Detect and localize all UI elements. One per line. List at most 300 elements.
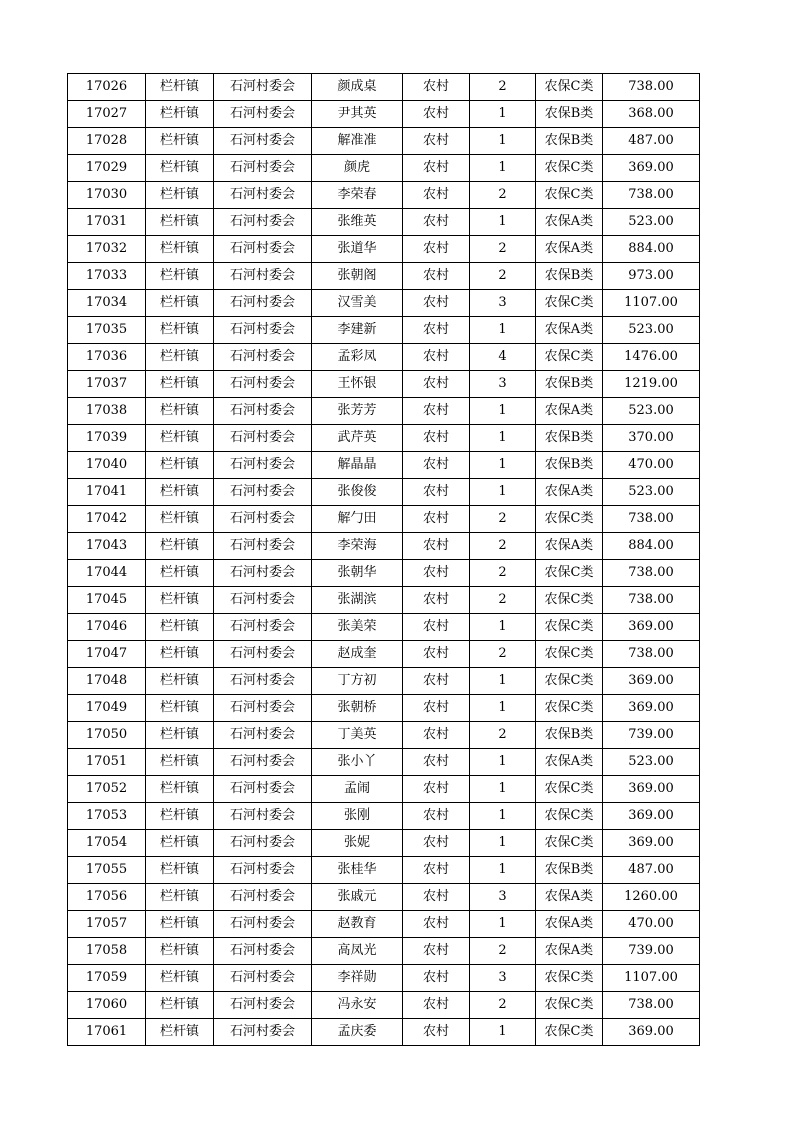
amount-cell: 369.00 [603, 155, 700, 182]
town-cell: 栏杆镇 [146, 614, 214, 641]
household-type-cell: 农村 [403, 452, 470, 479]
serial-number-cell: 17033 [68, 263, 146, 290]
village-committee-cell: 石河村委会 [214, 425, 312, 452]
serial-number-cell: 17053 [68, 803, 146, 830]
serial-number-cell: 17034 [68, 290, 146, 317]
table-row [68, 290, 700, 317]
serial-number-cell: 17032 [68, 236, 146, 263]
table-row [68, 776, 700, 803]
name-cell: 王怀银 [312, 371, 403, 398]
town-cell: 栏杆镇 [146, 938, 214, 965]
serial-number-cell: 17031 [68, 209, 146, 236]
amount-cell: 369.00 [603, 830, 700, 857]
name-cell: 解勹田 [312, 506, 403, 533]
amount-cell: 369.00 [603, 695, 700, 722]
insurance-category-cell: 农保C类 [536, 587, 603, 614]
table-row [68, 668, 700, 695]
village-committee-cell: 石河村委会 [214, 290, 312, 317]
town-cell: 栏杆镇 [146, 803, 214, 830]
amount-cell: 738.00 [603, 641, 700, 668]
insurance-category-cell: 农保C类 [536, 776, 603, 803]
household-type-cell: 农村 [403, 965, 470, 992]
household-type-cell: 农村 [403, 668, 470, 695]
table-row [68, 965, 700, 992]
amount-cell: 884.00 [603, 236, 700, 263]
people-count-cell: 3 [470, 965, 536, 992]
people-count-cell: 1 [470, 830, 536, 857]
town-cell: 栏杆镇 [146, 290, 214, 317]
people-count-cell: 2 [470, 722, 536, 749]
people-count-cell: 1 [470, 1019, 536, 1046]
village-committee-cell: 石河村委会 [214, 749, 312, 776]
table-row [68, 857, 700, 884]
village-committee-cell: 石河村委会 [214, 695, 312, 722]
insurance-category-cell: 农保B类 [536, 101, 603, 128]
name-cell: 张道华 [312, 236, 403, 263]
village-committee-cell: 石河村委会 [214, 587, 312, 614]
amount-cell: 523.00 [603, 749, 700, 776]
name-cell: 张戚元 [312, 884, 403, 911]
serial-number-cell: 17058 [68, 938, 146, 965]
village-committee-cell: 石河村委会 [214, 506, 312, 533]
town-cell: 栏杆镇 [146, 884, 214, 911]
village-committee-cell: 石河村委会 [214, 722, 312, 749]
amount-cell: 487.00 [603, 128, 700, 155]
name-cell: 孟闹 [312, 776, 403, 803]
name-cell: 张俊俊 [312, 479, 403, 506]
village-committee-cell: 石河村委会 [214, 236, 312, 263]
serial-number-cell: 17050 [68, 722, 146, 749]
people-count-cell: 2 [470, 560, 536, 587]
people-count-cell: 1 [470, 155, 536, 182]
town-cell: 栏杆镇 [146, 452, 214, 479]
village-committee-cell: 石河村委会 [214, 317, 312, 344]
amount-cell: 470.00 [603, 911, 700, 938]
village-committee-cell: 石河村委会 [214, 155, 312, 182]
amount-cell: 973.00 [603, 263, 700, 290]
name-cell: 张朝阁 [312, 263, 403, 290]
serial-number-cell: 17028 [68, 128, 146, 155]
people-count-cell: 2 [470, 533, 536, 560]
people-count-cell: 1 [470, 695, 536, 722]
household-type-cell: 农村 [403, 317, 470, 344]
village-committee-cell: 石河村委会 [214, 1019, 312, 1046]
name-cell: 解晶晶 [312, 452, 403, 479]
town-cell: 栏杆镇 [146, 128, 214, 155]
amount-cell: 369.00 [603, 614, 700, 641]
table-row [68, 128, 700, 155]
town-cell: 栏杆镇 [146, 236, 214, 263]
village-committee-cell: 石河村委会 [214, 668, 312, 695]
household-type-cell: 农村 [403, 344, 470, 371]
serial-number-cell: 17059 [68, 965, 146, 992]
insurance-category-cell: 农保C类 [536, 560, 603, 587]
household-type-cell: 农村 [403, 749, 470, 776]
name-cell: 丁美英 [312, 722, 403, 749]
people-count-cell: 1 [470, 803, 536, 830]
village-committee-cell: 石河村委会 [214, 74, 312, 101]
household-type-cell: 农村 [403, 992, 470, 1019]
name-cell: 李建新 [312, 317, 403, 344]
table-row [68, 263, 700, 290]
village-committee-cell: 石河村委会 [214, 398, 312, 425]
town-cell: 栏杆镇 [146, 74, 214, 101]
insurance-category-cell: 农保C类 [536, 614, 603, 641]
people-count-cell: 2 [470, 263, 536, 290]
insurance-category-cell: 农保C类 [536, 290, 603, 317]
people-count-cell: 3 [470, 884, 536, 911]
table-row [68, 425, 700, 452]
town-cell: 栏杆镇 [146, 560, 214, 587]
serial-number-cell: 17051 [68, 749, 146, 776]
table-row [68, 830, 700, 857]
name-cell: 张刚 [312, 803, 403, 830]
amount-cell: 1476.00 [603, 344, 700, 371]
table-row [68, 398, 700, 425]
insurance-category-cell: 农保A类 [536, 938, 603, 965]
insurance-category-cell: 农保C类 [536, 74, 603, 101]
town-cell: 栏杆镇 [146, 776, 214, 803]
serial-number-cell: 17056 [68, 884, 146, 911]
table-row [68, 803, 700, 830]
serial-number-cell: 17026 [68, 74, 146, 101]
village-committee-cell: 石河村委会 [214, 533, 312, 560]
table-row [68, 614, 700, 641]
insurance-category-cell: 农保A类 [536, 884, 603, 911]
people-count-cell: 1 [470, 668, 536, 695]
people-count-cell: 2 [470, 641, 536, 668]
town-cell: 栏杆镇 [146, 479, 214, 506]
serial-number-cell: 17042 [68, 506, 146, 533]
table-row [68, 74, 700, 101]
table-row [68, 1019, 700, 1046]
insurance-category-cell: 农保B类 [536, 722, 603, 749]
serial-number-cell: 17043 [68, 533, 146, 560]
amount-cell: 884.00 [603, 533, 700, 560]
household-type-cell: 农村 [403, 614, 470, 641]
village-committee-cell: 石河村委会 [214, 857, 312, 884]
amount-cell: 369.00 [603, 1019, 700, 1046]
amount-cell: 369.00 [603, 776, 700, 803]
name-cell: 赵成奎 [312, 641, 403, 668]
insurance-category-cell: 农保C类 [536, 155, 603, 182]
amount-cell: 739.00 [603, 722, 700, 749]
household-type-cell: 农村 [403, 263, 470, 290]
name-cell: 张桂华 [312, 857, 403, 884]
table-row [68, 344, 700, 371]
household-type-cell: 农村 [403, 236, 470, 263]
serial-number-cell: 17030 [68, 182, 146, 209]
town-cell: 栏杆镇 [146, 371, 214, 398]
table-row [68, 155, 700, 182]
table-row [68, 371, 700, 398]
people-count-cell: 1 [470, 776, 536, 803]
insurance-category-cell: 农保A类 [536, 317, 603, 344]
insurance-category-cell: 农保C类 [536, 668, 603, 695]
insurance-category-cell: 农保A类 [536, 236, 603, 263]
insurance-category-cell: 农保B类 [536, 857, 603, 884]
table-row [68, 992, 700, 1019]
household-type-cell: 农村 [403, 884, 470, 911]
amount-cell: 369.00 [603, 668, 700, 695]
village-committee-cell: 石河村委会 [214, 803, 312, 830]
name-cell: 张妮 [312, 830, 403, 857]
town-cell: 栏杆镇 [146, 992, 214, 1019]
amount-cell: 369.00 [603, 803, 700, 830]
household-type-cell: 农村 [403, 695, 470, 722]
insurance-category-cell: 农保B类 [536, 452, 603, 479]
village-committee-cell: 石河村委会 [214, 560, 312, 587]
serial-number-cell: 17027 [68, 101, 146, 128]
table-row [68, 317, 700, 344]
village-committee-cell: 石河村委会 [214, 830, 312, 857]
people-count-cell: 1 [470, 128, 536, 155]
name-cell: 张湖滨 [312, 587, 403, 614]
village-committee-cell: 石河村委会 [214, 965, 312, 992]
name-cell: 赵教育 [312, 911, 403, 938]
people-count-cell: 1 [470, 209, 536, 236]
serial-number-cell: 17060 [68, 992, 146, 1019]
serial-number-cell: 17048 [68, 668, 146, 695]
table-row [68, 479, 700, 506]
village-committee-cell: 石河村委会 [214, 101, 312, 128]
household-type-cell: 农村 [403, 776, 470, 803]
town-cell: 栏杆镇 [146, 668, 214, 695]
town-cell: 栏杆镇 [146, 101, 214, 128]
town-cell: 栏杆镇 [146, 749, 214, 776]
village-committee-cell: 石河村委会 [214, 641, 312, 668]
town-cell: 栏杆镇 [146, 506, 214, 533]
amount-cell: 738.00 [603, 992, 700, 1019]
household-type-cell: 农村 [403, 803, 470, 830]
table-row [68, 209, 700, 236]
name-cell: 张芳芳 [312, 398, 403, 425]
name-cell: 丁方初 [312, 668, 403, 695]
people-count-cell: 1 [470, 857, 536, 884]
amount-cell: 738.00 [603, 506, 700, 533]
serial-number-cell: 17057 [68, 911, 146, 938]
town-cell: 栏杆镇 [146, 398, 214, 425]
serial-number-cell: 17041 [68, 479, 146, 506]
name-cell: 解准准 [312, 128, 403, 155]
amount-cell: 738.00 [603, 182, 700, 209]
household-type-cell: 农村 [403, 587, 470, 614]
household-type-cell: 农村 [403, 641, 470, 668]
name-cell: 孟庆委 [312, 1019, 403, 1046]
serial-number-cell: 17038 [68, 398, 146, 425]
amount-cell: 523.00 [603, 479, 700, 506]
village-committee-cell: 石河村委会 [214, 992, 312, 1019]
insurance-category-cell: 农保B类 [536, 371, 603, 398]
name-cell: 张维英 [312, 209, 403, 236]
town-cell: 栏杆镇 [146, 1019, 214, 1046]
people-count-cell: 1 [470, 317, 536, 344]
insurance-category-cell: 农保A类 [536, 479, 603, 506]
village-committee-cell: 石河村委会 [214, 182, 312, 209]
table-row [68, 533, 700, 560]
people-count-cell: 2 [470, 587, 536, 614]
town-cell: 栏杆镇 [146, 317, 214, 344]
serial-number-cell: 17039 [68, 425, 146, 452]
name-cell: 武芹英 [312, 425, 403, 452]
town-cell: 栏杆镇 [146, 695, 214, 722]
village-committee-cell: 石河村委会 [214, 911, 312, 938]
household-type-cell: 农村 [403, 425, 470, 452]
people-count-cell: 1 [470, 911, 536, 938]
people-count-cell: 3 [470, 290, 536, 317]
name-cell: 张朝华 [312, 560, 403, 587]
table-row [68, 587, 700, 614]
insurance-category-cell: 农保A类 [536, 749, 603, 776]
amount-cell: 370.00 [603, 425, 700, 452]
table-row [68, 506, 700, 533]
insurance-category-cell: 农保B类 [536, 263, 603, 290]
household-type-cell: 农村 [403, 857, 470, 884]
town-cell: 栏杆镇 [146, 533, 214, 560]
insurance-category-cell: 农保C类 [536, 803, 603, 830]
town-cell: 栏杆镇 [146, 209, 214, 236]
people-count-cell: 1 [470, 398, 536, 425]
village-committee-cell: 石河村委会 [214, 776, 312, 803]
insurance-category-cell: 农保A类 [536, 209, 603, 236]
people-count-cell: 2 [470, 992, 536, 1019]
town-cell: 栏杆镇 [146, 722, 214, 749]
serial-number-cell: 17029 [68, 155, 146, 182]
table-row [68, 722, 700, 749]
household-type-cell: 农村 [403, 182, 470, 209]
amount-cell: 1107.00 [603, 965, 700, 992]
table-row [68, 911, 700, 938]
household-type-cell: 农村 [403, 938, 470, 965]
table-row [68, 749, 700, 776]
serial-number-cell: 17040 [68, 452, 146, 479]
insurance-category-cell: 农保C类 [536, 182, 603, 209]
village-committee-cell: 石河村委会 [214, 344, 312, 371]
name-cell: 张朝桥 [312, 695, 403, 722]
town-cell: 栏杆镇 [146, 344, 214, 371]
insurance-category-cell: 农保C类 [536, 992, 603, 1019]
household-type-cell: 农村 [403, 722, 470, 749]
people-count-cell: 1 [470, 425, 536, 452]
village-committee-cell: 石河村委会 [214, 452, 312, 479]
serial-number-cell: 17035 [68, 317, 146, 344]
household-type-cell: 农村 [403, 1019, 470, 1046]
town-cell: 栏杆镇 [146, 641, 214, 668]
amount-cell: 738.00 [603, 74, 700, 101]
serial-number-cell: 17054 [68, 830, 146, 857]
people-count-cell: 1 [470, 479, 536, 506]
insurance-category-cell: 农保C类 [536, 344, 603, 371]
insurance-category-cell: 农保C类 [536, 965, 603, 992]
serial-number-cell: 17049 [68, 695, 146, 722]
serial-number-cell: 17052 [68, 776, 146, 803]
serial-number-cell: 17036 [68, 344, 146, 371]
town-cell: 栏杆镇 [146, 155, 214, 182]
serial-number-cell: 17061 [68, 1019, 146, 1046]
table-row [68, 884, 700, 911]
village-committee-cell: 石河村委会 [214, 128, 312, 155]
table-row [68, 236, 700, 263]
table-body [68, 74, 700, 1046]
town-cell: 栏杆镇 [146, 830, 214, 857]
people-count-cell: 4 [470, 344, 536, 371]
people-count-cell: 1 [470, 749, 536, 776]
amount-cell: 368.00 [603, 101, 700, 128]
insurance-category-cell: 农保A类 [536, 911, 603, 938]
household-type-cell: 农村 [403, 371, 470, 398]
table-row [68, 182, 700, 209]
household-type-cell: 农村 [403, 290, 470, 317]
serial-number-cell: 17055 [68, 857, 146, 884]
town-cell: 栏杆镇 [146, 857, 214, 884]
town-cell: 栏杆镇 [146, 263, 214, 290]
name-cell: 高凤光 [312, 938, 403, 965]
insurance-category-cell: 农保C类 [536, 641, 603, 668]
people-count-cell: 2 [470, 74, 536, 101]
household-type-cell: 农村 [403, 128, 470, 155]
town-cell: 栏杆镇 [146, 587, 214, 614]
household-type-cell: 农村 [403, 101, 470, 128]
town-cell: 栏杆镇 [146, 182, 214, 209]
people-count-cell: 2 [470, 506, 536, 533]
people-count-cell: 2 [470, 938, 536, 965]
serial-number-cell: 17046 [68, 614, 146, 641]
people-count-cell: 1 [470, 614, 536, 641]
amount-cell: 739.00 [603, 938, 700, 965]
household-type-cell: 农村 [403, 479, 470, 506]
household-type-cell: 农村 [403, 560, 470, 587]
name-cell: 李祥勋 [312, 965, 403, 992]
amount-cell: 1260.00 [603, 884, 700, 911]
serial-number-cell: 17044 [68, 560, 146, 587]
people-count-cell: 3 [470, 371, 536, 398]
town-cell: 栏杆镇 [146, 965, 214, 992]
amount-cell: 470.00 [603, 452, 700, 479]
insurance-category-cell: 农保B类 [536, 425, 603, 452]
table-row [68, 938, 700, 965]
insurance-category-cell: 农保C类 [536, 695, 603, 722]
name-cell: 颜虎 [312, 155, 403, 182]
name-cell: 颜成桌 [312, 74, 403, 101]
village-committee-cell: 石河村委会 [214, 209, 312, 236]
household-type-cell: 农村 [403, 911, 470, 938]
amount-cell: 523.00 [603, 209, 700, 236]
insurance-category-cell: 农保B类 [536, 128, 603, 155]
amount-cell: 487.00 [603, 857, 700, 884]
town-cell: 栏杆镇 [146, 911, 214, 938]
amount-cell: 523.00 [603, 317, 700, 344]
people-count-cell: 2 [470, 236, 536, 263]
insurance-category-cell: 农保C类 [536, 506, 603, 533]
amount-cell: 738.00 [603, 560, 700, 587]
table-row [68, 452, 700, 479]
household-type-cell: 农村 [403, 74, 470, 101]
table-row [68, 560, 700, 587]
insurance-category-cell: 农保C类 [536, 830, 603, 857]
household-type-cell: 农村 [403, 506, 470, 533]
household-type-cell: 农村 [403, 830, 470, 857]
amount-cell: 523.00 [603, 398, 700, 425]
village-committee-cell: 石河村委会 [214, 479, 312, 506]
name-cell: 李荣春 [312, 182, 403, 209]
data-table [67, 73, 700, 1046]
household-type-cell: 农村 [403, 209, 470, 236]
amount-cell: 1107.00 [603, 290, 700, 317]
serial-number-cell: 17037 [68, 371, 146, 398]
name-cell: 李荣海 [312, 533, 403, 560]
name-cell: 张美荣 [312, 614, 403, 641]
name-cell: 孟彩凤 [312, 344, 403, 371]
